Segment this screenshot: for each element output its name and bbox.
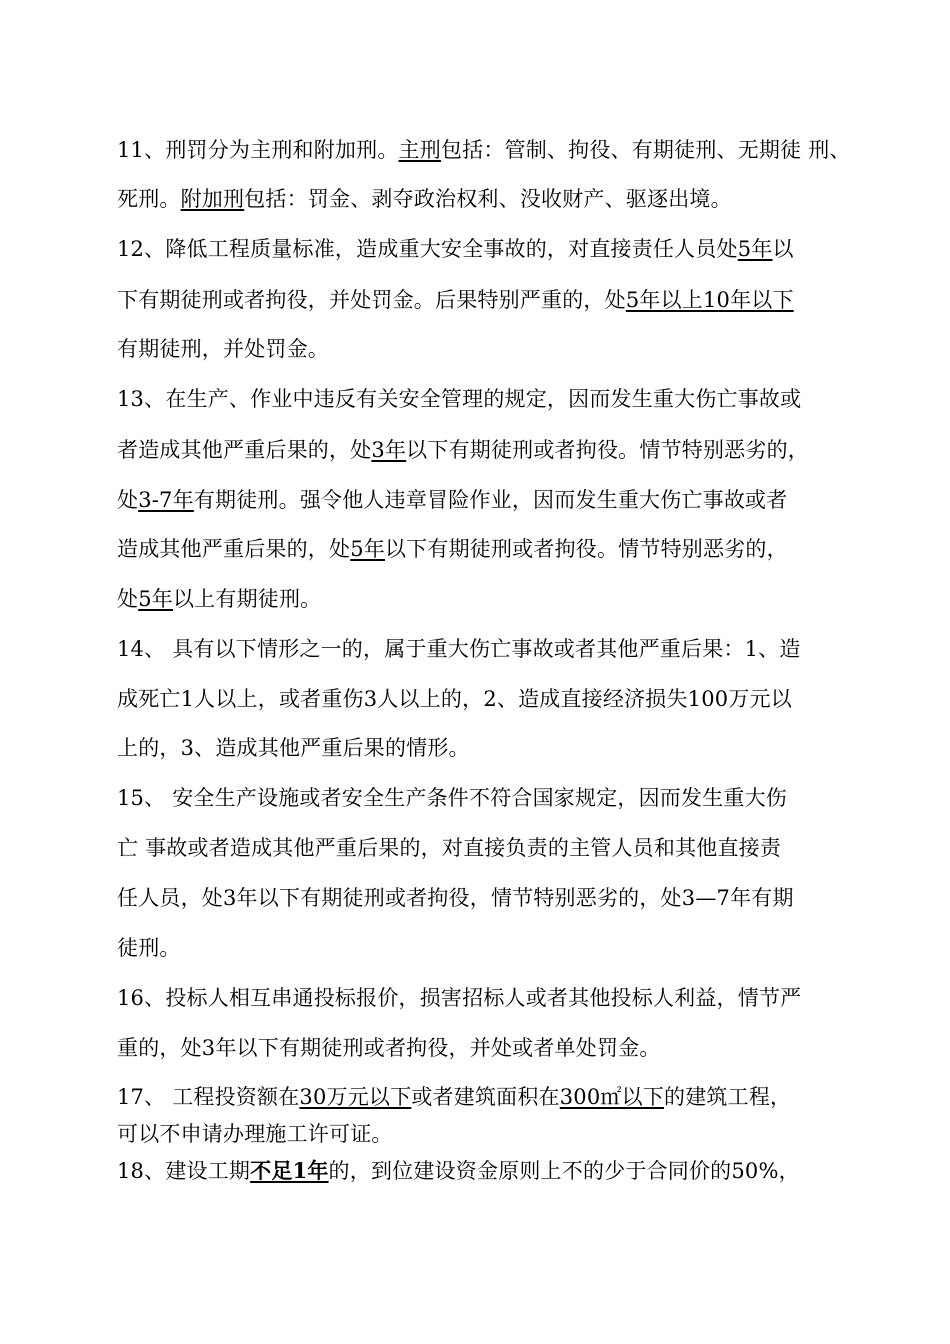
underlined-term: 5年 bbox=[350, 537, 385, 561]
item-12-line-3: 有期徒刑，并处罚金。 bbox=[117, 337, 329, 361]
item-13-line-5 bbox=[117, 585, 321, 613]
item-12-line-1 bbox=[117, 235, 794, 263]
underlined-term: 5年 bbox=[138, 587, 173, 611]
underlined-term: 5年以上10年以下 bbox=[625, 288, 794, 312]
text: 死刑。 bbox=[117, 187, 181, 211]
text: 以下有期徒刑或者拘役。情节特别恶劣的， bbox=[384, 537, 788, 561]
text: 的建筑工程， bbox=[664, 1085, 792, 1109]
underlined-term: 主刑 bbox=[398, 138, 441, 162]
text: 17、 工程投资额在 bbox=[117, 1085, 300, 1109]
text: 处 bbox=[117, 587, 139, 611]
item-14-line-3: 上的，3、造成其他严重后果的情形。 bbox=[117, 736, 470, 760]
item-18-line-1 bbox=[117, 1157, 800, 1185]
item-11-line-2 bbox=[117, 185, 732, 213]
underlined-term: 300㎡以下 bbox=[559, 1085, 665, 1109]
item-12-line-2 bbox=[117, 286, 794, 314]
item-16-line-2: 重的，处3年以下有期徒刑或者拘役，并处或者单处罚金。 bbox=[117, 1036, 661, 1060]
text: 处 bbox=[117, 488, 139, 512]
text: 18、建设工期 bbox=[117, 1159, 251, 1183]
text: 的，到位建设资金原则上不的少于合同价的50%， bbox=[328, 1159, 800, 1183]
item-17-line-1 bbox=[117, 1083, 791, 1111]
text: 造成其他严重后果的，处 bbox=[117, 537, 351, 561]
underlined-term: 3年 bbox=[371, 438, 407, 462]
item-13-line-1: 13、在生产、作业中违反有关安全管理的规定，因而发生重大伤亡事故或 bbox=[117, 387, 802, 411]
text: 或者建筑面积在 bbox=[411, 1085, 560, 1109]
text: 下有期徒刑或者拘役，并处罚金。后果特别严重的，处 bbox=[117, 288, 626, 312]
text: 以上有期徒刑。 bbox=[172, 587, 322, 611]
item-16-line-1: 16、投标人相互串通投标报价，损害招标人或者其他投标人利益，情节严 bbox=[117, 986, 802, 1010]
item-14-line-2: 成死亡1人以上，或者重伤3人以上的，2、造成直接经济损失100万元以 bbox=[117, 687, 792, 711]
item-13-line-4 bbox=[117, 535, 788, 563]
text: 者造成其他严重后果的，处 bbox=[117, 438, 372, 462]
item-14-line-1: 14、 具有以下情形之一的，属于重大伤亡事故或者其他严重后果：1、造 bbox=[117, 637, 801, 661]
item-15-line-2: 亡 事故或者造成其他严重后果的，对直接负责的主管人员和其他直接责 bbox=[117, 836, 782, 860]
bold-underlined-term: 不足1年 bbox=[250, 1158, 329, 1183]
item-17-line-2: 可以不申请办理施工许可证。 bbox=[117, 1122, 393, 1146]
item-15-line-3: 任人员，处3年以下有期徒刑或者拘役，情节特别恶劣的，处3—7年有期 bbox=[117, 886, 794, 910]
item-15-line-4: 徒刑。 bbox=[117, 936, 181, 960]
text: 有期徒刑。强令他人违章冒险作业，因而发生重大伤亡事故或者 bbox=[193, 488, 788, 512]
item-11-line-1 bbox=[117, 136, 851, 164]
item-13-line-2 bbox=[117, 436, 809, 464]
underlined-term: 5年 bbox=[737, 237, 773, 261]
underlined-term: 附加刑 bbox=[180, 187, 245, 211]
text: 11、刑罚分为主刑和附加刑。 bbox=[117, 138, 399, 162]
item-13-line-3 bbox=[117, 486, 787, 514]
text: 包括：管制、拘役、有期徒刑、无期徒 刑、 bbox=[440, 138, 851, 162]
underlined-term: 30万元以下 bbox=[299, 1085, 412, 1109]
text: 12、降低工程质量标准，造成重大安全事故的，对直接责任人员处 bbox=[117, 237, 738, 261]
item-15-line-1: 15、 安全生产设施或者安全生产条件不符合国家规定，因而发生重大伤 bbox=[117, 786, 787, 810]
underlined-term: 3-7年 bbox=[138, 488, 194, 512]
text: 以 bbox=[772, 237, 794, 261]
text: 包括：罚金、剥夺政治权利、没收财产、驱逐出境。 bbox=[244, 187, 732, 211]
text: 以下有期徒刑或者拘役。情节特别恶劣的， bbox=[406, 438, 809, 462]
